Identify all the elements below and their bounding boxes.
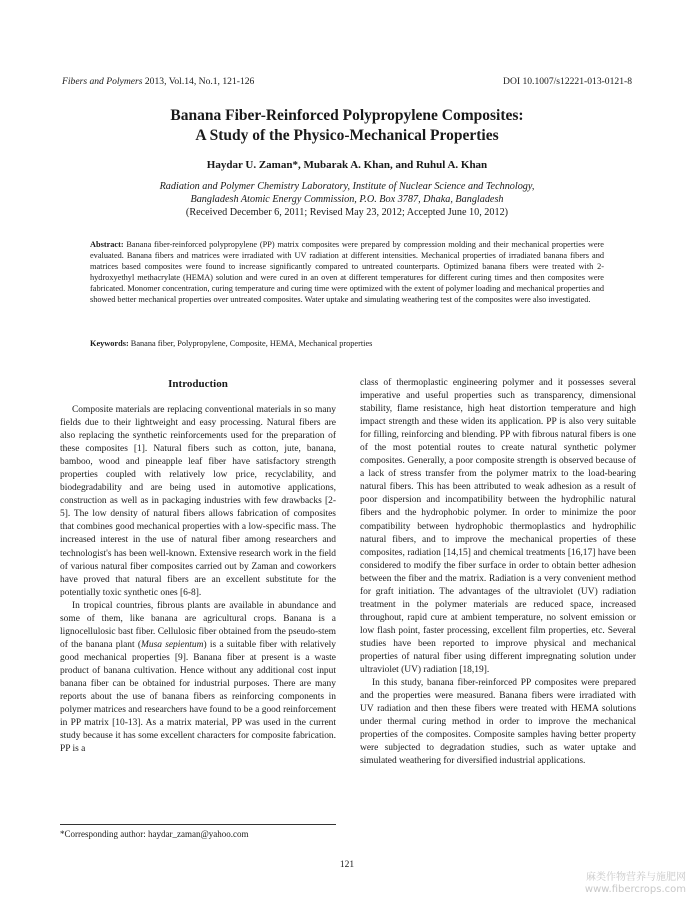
affiliation-line-1: Radiation and Polymer Chemistry Laboratory, Institute of Nuclear Science and Technology, bbox=[159, 181, 535, 192]
abstract bbox=[90, 240, 604, 305]
watermark-line-1: 麻类作物营养与施肥网 bbox=[586, 872, 686, 883]
left-column bbox=[60, 404, 336, 756]
keywords bbox=[90, 339, 604, 350]
running-header-citation bbox=[62, 76, 254, 87]
doi: DOI 10.1007/s12221-013-0121-8 bbox=[503, 76, 632, 87]
title-line-1: Banana Fiber-Reinforced Polypropylene Composites: bbox=[170, 107, 524, 124]
intro-paragraph-1: Composite materials are replacing conventional materials in so many fields due to their lightweight and easy processing. Natural fibers are also replacing the synthetic reinforcements used for the preparation of these composites [1]. Natural fibers such as cotton, jute, banana, bamboo, wood and pineapple leaf fiber have satisfactory strength properties coupled with relatively low price, recyclability, and biodegradability and are being used in automotive applications, construction as well as in packaging industries with few drawbacks [2-5]. The low density of natural fibers allows fabrication of composites that combines good mechanical properties with a low-specific mass. The increased interest in the use of natural fiber among researchers and technologist's has been well-known. Extensive research work in the field of various natural fiber composites carried out by Zaman and coworkers have proved that natural fibers are an excellent substitute for the potentially toxic synthetic ones [6-8]. bbox=[60, 405, 336, 598]
authors: Haydar U. Zaman*, Mubarak A. Khan, and Ruhul A. Khan bbox=[206, 159, 488, 171]
keywords-text: Banana fiber, Polypropylene, Composite, HEMA, Mechanical properties bbox=[128, 339, 373, 348]
intro-paragraph-3: In this study, banana fiber-reinforced PP composites were prepared and the properties were measured. Banana fibers were irradiated with UV radiation and then these fibers were treated with HEMA solutions under thermal curing method in order to improve the mechanical properties of the composites. Composite samples having better property were subjected to degradation studies, such as water uptake and simulated weathering for diversified industrial applications. bbox=[360, 678, 636, 767]
keywords-label: Keywords: bbox=[90, 339, 129, 348]
affiliation-line-2: Bangladesh Atomic Energy Commission, P.O. Box 3787, Dhaka, Bangladesh bbox=[190, 194, 504, 205]
right-column bbox=[360, 377, 636, 768]
corresponding-author-footnote: *Corresponding author: haydar_zaman@yahoo.com bbox=[60, 829, 249, 839]
paragraph-text: ) is a suitable fiber with relatively good mechanical properties [9]. Banana fiber at present is a waste product of banana cultivation. Hence without any additional cost input banana fiber can be obtained for industrial purposes. There are many reports about the use of banana fibers as reinforcing components in polymer matrices and researchers have found to be a good reinforcement in PP matrix [10-13]. As a matrix material, PP was used in the current study because it has some excellent characters for composite fabrication. PP is a bbox=[60, 639, 336, 755]
paragraph-text: In tropical countries, fibrous plants are available in abundance and some of them, like banana are agricultural crops. Banana is a lignocellulosic bast fiber. Cellulosic fiber obtained from the pseudo-stem of the banana plant ( bbox=[60, 600, 336, 650]
affiliation-block bbox=[0, 180, 694, 219]
intro-paragraph-2 bbox=[60, 600, 336, 757]
paper-title bbox=[0, 106, 694, 146]
journal-name: Fibers and Polymers bbox=[62, 76, 143, 87]
abstract-text: Banana fiber-reinforced polypropylene (PP) matrix composites were prepared by compression molding and their mechanical properties were evaluated. Banana fibers and matrices were irradiated with UV radiation at different intensities. Mechanical properties of irradiated banana fibers and matrices based composites were found to increase significantly compared to untreated counterparts. Optimized banana fibers were treated with 2-hydroxyethyl methacrylate (HEMA) solution and were cured in an oven at different temperatures for different curing times and then composites were fabricated. Monomer concentration, curing temperature and curing time were optimized with the extent of polymer loading and mechanical properties and showed better mechanical properties over untreated composites. Water uptake and simulating weathering test of the composites were also investigated. bbox=[90, 240, 604, 304]
footnote-divider bbox=[60, 824, 336, 825]
abstract-label: Abstract: bbox=[90, 240, 124, 249]
received-dates: (Received December 6, 2011; Revised May 23, 2012; Accepted June 10, 2012) bbox=[185, 207, 509, 218]
page-number: 121 bbox=[339, 860, 355, 870]
watermark-line-2: www.fibercrops.com bbox=[584, 884, 686, 895]
title-line-2: A Study of the Physico-Mechanical Properties bbox=[195, 127, 499, 144]
species-name: Musa sepientum bbox=[141, 639, 204, 650]
citation-details: 2013, Vol.14, No.1, 121-126 bbox=[142, 76, 255, 87]
intro-paragraph-continued: class of thermoplastic engineering polymer and it possesses several imperative and useful properties such as transparency, dimensional stability, flame resistance, high heat distortion temperature and high impact strength and these widen its application. PP is also very suitable for filling, reinforcing and blending. PP with fibrous natural fibers is one of the most potential routes to create natural synthetic polymer composites. Generally, a poor composite strength is observed because of a lack of stress transfer from the polymer matrix to the load-bearing natural fibers. This has been attributed to weak adhesion as a result of poor dispersion and incompatibility between the hydrophilic natural fibers and the hydrophobic polymer. In order to minimize the poor compatibility between hydrophobic thermoplastics and hydrophilic natural fibers, and to improve the mechanical properties of these composites, radiation [14,15] and chemical treatments [16,17] have been considered to modify the fiber surface in order to obtain better adhesion between the fiber and the matrix. Radiation is a very convenient method for graft initiation. The advantages of the ultraviolet (UV) radiation treatment in the polymer materials are reduced space, increased throughout, rapid cure at ambient temperature, no solvent emission or low flash point, faster processing, excellent film properties, etc. Several studies have been reported to improve physical and mechanical properties of natural fiber using different impregnating solution under ultraviolet (UV) radiation [18,19]. bbox=[360, 378, 636, 676]
watermark bbox=[585, 872, 686, 896]
section-heading-introduction: Introduction bbox=[168, 378, 228, 390]
